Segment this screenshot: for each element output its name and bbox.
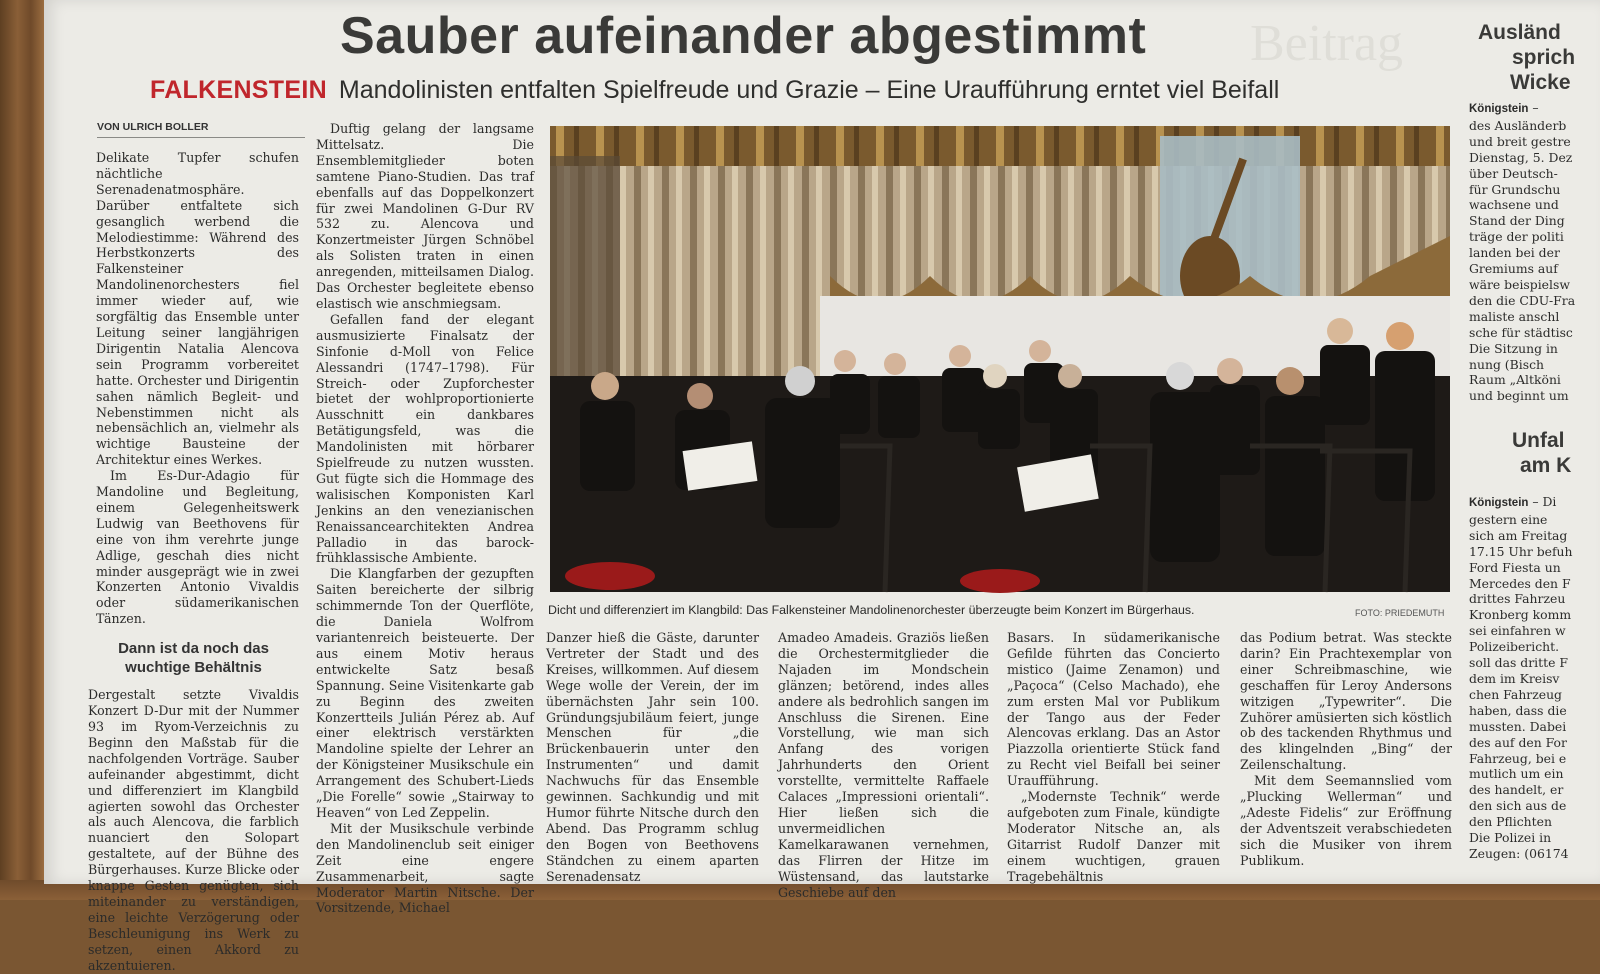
text-line: sei einfahren w [1469, 623, 1566, 639]
dateline-location: Königstein [1469, 103, 1529, 115]
text-line: Gremiums auf [1469, 261, 1558, 277]
text-line: Kronberg komm [1469, 607, 1572, 623]
text-line: Mercedes den F [1469, 575, 1571, 591]
paragraph: Delikate Tupfer schufen nächtliche Serenadenatmosphäre. Darüber entfaltete sich gesanglich werbend die Melodiestimme: Während des Herbstkonzerts des Falkensteiner Mandolinenorchesters fiel immer wieder auf, wie sorgfältig das Ensemble unter Leitung seiner langjährigen Dirigentin Natalia Alencova sein Programm vorbereitet hatte. Orchester und Dirigentin sahen nämlich Begleit- und Nebenstimmen nicht als nebensächlich an, vielmehr als wichtige Bausteine der Architektur eines Werkes. [96, 150, 299, 468]
text-column-2 [316, 121, 534, 916]
paragraph: Mit der Musikschule verbinde den Mandolinenclub seit einiger Zeit eine engere Zusammenarbeit, sagte Moderator Martin Nitsche. Der Vorsitzende, Michael [316, 820, 534, 916]
paragraph: Danzer hieß die Gäste, darunter Vertreter der Stadt und des Kreises, willkommen. Auf diesem Wege wolle der Verein, der im übernächsten Jahr sein 100. Gründungsjubiläum feiert, junge Menschen für „die Brückenbauerin unter den Instrumenten“ und damit Nachwuchs für das Ensemble gewinnen. Sachkundig und mit Humor führte Nitsche durch den Abend. Das Programm schlug den Bogen von Beethovens Ständchen zu einem aparten Serenadensatz [546, 630, 759, 884]
headline-line: Wicke [1510, 71, 1571, 94]
text-line: und beginnt um [1469, 388, 1569, 404]
text-line: landen bei der [1469, 245, 1560, 261]
text-line: wachsene und [1469, 197, 1559, 213]
text-line: maliste anschl [1469, 308, 1560, 324]
photo-caption: Dicht und differenziert im Klangbild: Das Falkensteiner Mandolinenorchester überzeugte beim Konzert im Bürgerhaus. [548, 603, 1195, 617]
neighbor-headline-top [1478, 20, 1575, 95]
text-column-1 [88, 150, 299, 973]
neighbor-column-bottom [1469, 494, 1600, 878]
bleed-through-text-right: Beitrag [1250, 15, 1404, 72]
text-line: über Deutsch- [1469, 165, 1558, 181]
text-line: des Ausländerb [1469, 117, 1567, 133]
paragraph: Duftig gelang der langsame Mittelsatz. Die Ensemblemitglieder boten samtene Piano-Studien. Das traf ebenfalls auf das Doppelkonzert für zwei Mandolinen G-Dur RV 532 zu. Alencova und Konzertmeister Jürgen Schnöbel als Solisten traten in einen anregenden, mitteilsamen Dialog. Das Orchester begleitete ebenso elastisch wie anschmiegsam. [316, 121, 534, 311]
text-line: mutlich um ein [1469, 766, 1564, 782]
text-line: gestern eine [1469, 511, 1548, 527]
text-line: Raum „Altköni [1469, 372, 1561, 388]
text-line: 17.15 Uhr befuh [1469, 543, 1573, 559]
intertitle: Dann ist da noch das wuchtige Behältnis [118, 640, 269, 677]
neighbor-headline-bottom [1512, 428, 1571, 478]
text-line: mussten. Dabei [1469, 718, 1567, 734]
paragraph: „Modernste Technik“ werde aufgeboten zum Finale, kündigte Moderator Nitsche an, als Gitarrist Rudolf Danzer mit einem wuchtigen, grauen Tragebehältnis [1007, 789, 1220, 884]
neighbor-bottom-lines [1469, 512, 1600, 862]
table-surface-left [0, 0, 44, 900]
photo-credit: FOTO: PRIEDEMUTH [1355, 608, 1445, 618]
text-column-5 [1007, 630, 1220, 884]
paragraph: Dergestalt setzte Vivaldis Konzert D-Dur mit der Nummer 93 im Ryom-Verzeichnis zu Beginn den Maßstab für die nachfolgenden Vorträge. Sauber aufeinander abgestimmt, dicht und differenziert im Klangbild agierten sowohl das Orchester als auch Alencova, die farblich nuanciert den Solopart gestaltete, auf der Bühne des Bürgerhauses. Kurze Blicke oder knappe Gesten genügten, sich miteinander zu verständigen, eine leichte Verzögerung oder Beschleunigung ins Werk zu setzen, einen Akkord zu akzentuieren. [88, 687, 299, 973]
paragraph: Mit dem Seemannslied vom „Plucking Wellerman“ und „Adeste Fidelis“ zur Eröffnung der Adventszeit verabschiedeten sich die Musiker von ihrem Publikum. [1240, 773, 1452, 868]
text-line: den die CDU-Fra [1469, 292, 1576, 308]
headline-line: am K [1520, 454, 1572, 477]
paragraph: Die Klangfarben der gezupften Saiten bereicherte der silbrig schimmernde Ton der Querflöte, die Daniela Wolfrom variantenreich beisteuerte. Der aus einem Motiv heraus entwickelte Satz besaß Spannung. Seine Visitenkarte gab zu Beginn des zweiten Konzertteils Julián Pérez ab. Auf einer elektrisch verstärkten Mandoline spielte der Lehrer an der Königsteiner Musikschule ein Arrangement des Schubert-Lieds „Die Forelle“ sowie „Stairway to Heaven“ von Led Zeppelin. [316, 566, 534, 820]
text-line: Ford Fiesta un [1469, 559, 1561, 575]
text-line: den sich aus de [1469, 798, 1567, 814]
paragraph: das Podium betrat. Was steckte darin? Ein Prachtexemplar von einer Schreibmaschine, wie geschaffen für Leroy Andersons witzigen „Typewriter“. Die Zuhörer amüsierten sich köstlich ob des tackenden Rhythmus und des klingelnden „Bing“ der Zeilenschaltung. [1240, 630, 1452, 773]
headline-line: sprich [1512, 46, 1576, 69]
text-column-6 [1240, 630, 1452, 868]
text-line: dem im Kreisv [1469, 670, 1560, 686]
text-line: haben, dass die [1469, 702, 1567, 718]
text-line: sich am Freitag [1469, 527, 1568, 543]
text-line: des auf den For [1469, 734, 1567, 750]
article-headline: Sauber aufeinander abgestimmt [340, 7, 1147, 65]
text-line: soll das dritte F [1469, 655, 1568, 671]
text-line: Polizeibericht. [1469, 639, 1560, 655]
neighbor-top-lines [1469, 118, 1600, 404]
subheadline-text: Mandolinisten entfalten Spielfreude und Grazie – Eine Uraufführung erntet viel Beifall [338, 76, 1280, 104]
dateline [1469, 494, 1600, 512]
text-line: für Grundschu [1469, 181, 1561, 197]
text-line: Dienstag, 5. Dez [1469, 149, 1573, 165]
text-column-3 [546, 630, 759, 884]
text-line: wäre beispielsw [1469, 276, 1570, 292]
byline: VON ULRICH BOLLER [97, 121, 305, 138]
text-line: den Pflichten [1469, 814, 1552, 830]
text-line: drittes Fahrzeu [1469, 591, 1566, 607]
dateline-dash: – Di [1528, 494, 1557, 509]
article-subheadline [150, 76, 1279, 105]
text-line: Fahrzeug, bei e [1469, 750, 1567, 766]
paragraph: Im Es-Dur-Adagio für Mandoline und Begleitung, einem Gelegenheitswerk Ludwig van Beethovens für eine von ihm verehrte junge Adlige, geschah dies nicht minder ausgeprägt wie in zwei Konzerten Antonio Vivaldis oder südamerikanischen Tänzen. [96, 468, 299, 627]
headline-line: Unfal [1512, 429, 1565, 452]
headline-line: Ausländ [1478, 21, 1561, 44]
dateline-location: Königstein [1469, 497, 1529, 509]
text-line: sche für städtisc [1469, 324, 1573, 340]
text-line: Die Sitzung in [1469, 340, 1558, 356]
text-line: nung (Bisch [1469, 356, 1544, 372]
dateline [1469, 100, 1600, 118]
neighbor-column-top [1469, 100, 1600, 404]
paragraph: Gefallen fand der elegant ausmusizierte Finalsatz der Sinfonie d-Moll von Felice Alessandri (1747–1798). Für Streich- oder Zupforchester bietet der wohlproportionierte Ausschnitt ein dankbares Betätigungsfeld, was die Mandolinisten mit hörbarer Spielfreude zu nutzen wussten. Gut fügte sich die Hommage des walisischen Komponisten Karl Jenkins an den venezianischen Renaissancearchitekten Andrea Palladio in das barock-frühklassische Ambiente. [316, 311, 534, 566]
location-kicker: FALKENSTEIN [150, 76, 327, 104]
text-column-4 [778, 630, 989, 900]
text-line: träge der politi [1469, 229, 1564, 245]
paragraph: Basars. In südamerikanische Gefilde führten das Concierto misticо (Jaime Zenamon) und „Paçoca“ (Celso Machado), ehe zum ersten Mal vor Publikum der Tango aus der Feder Alencovas erklang. Das an Astor Piazzolla orientierte Stück fand zu Recht viel Beifall bei seiner Uraufführung. [1007, 630, 1220, 789]
dateline-dash: – [1528, 100, 1539, 115]
text-line: chen Fahrzeug [1469, 686, 1562, 702]
text-line: Stand der Ding [1469, 213, 1565, 229]
orchestra-photo-illustration [550, 126, 1450, 592]
concert-photo [550, 126, 1450, 592]
text-line: und breit gestre [1469, 133, 1571, 149]
text-line: Die Polizei in [1469, 830, 1552, 846]
text-line: des handelt, er [1469, 782, 1564, 798]
paragraph: Amadeo Amadeis. Graziös ließen die Orchestermitglieder die Najaden im Mondschein glänzen; betörend, indes alles andere als bedrohlich sangen im Anschluss die Sirenen. Eine Vorstellung, wie man sich Anfang des vorigen Jahrhunderts den Orient vorstellte, vermittelte Raffaele Calaces „Impressioni orientali“. Hier ließen sich die unvermeidlichen Kamelkarawanen vernehmen, das Flirren der Hitze im Wüstensand, das lautstarke Geschiebe auf den [778, 630, 989, 900]
text-line: Zeugen: (06174 [1469, 845, 1569, 861]
